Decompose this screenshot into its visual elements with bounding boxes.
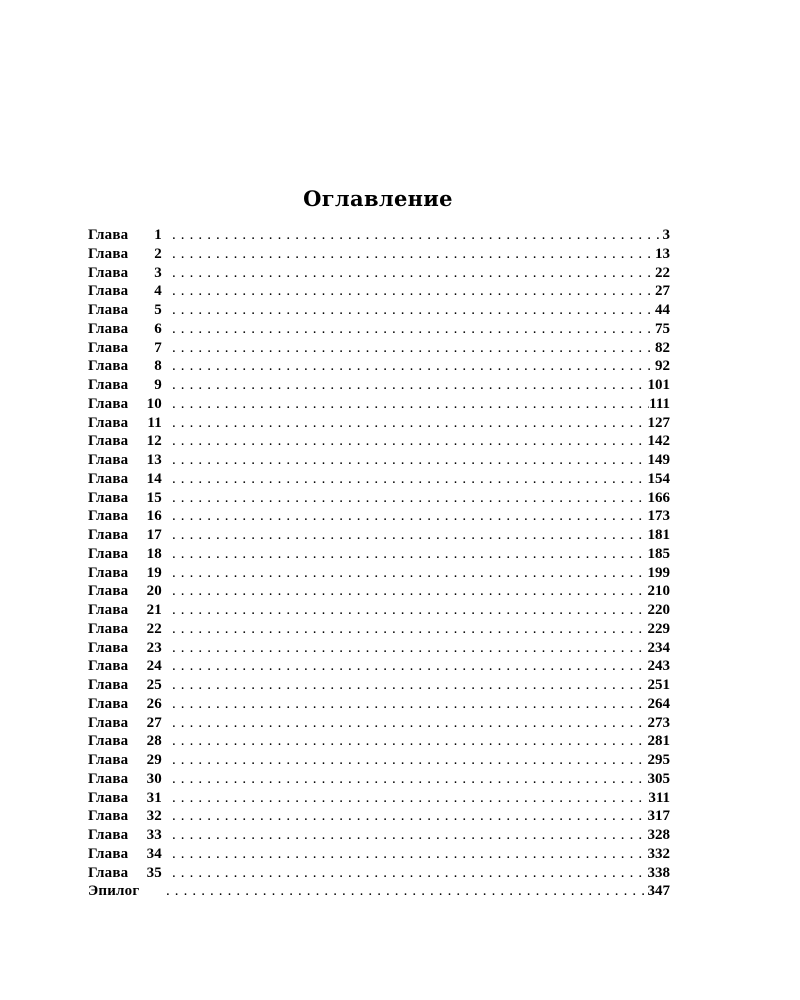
- dot-leader: [166, 357, 655, 376]
- toc-title: Оглавление: [303, 186, 453, 211]
- chapter-word: Глава: [88, 545, 129, 562]
- toc-entry-label: [88, 582, 166, 601]
- toc-entry-page: 166: [647, 489, 670, 506]
- toc-entry-page: 127: [647, 414, 670, 431]
- toc-entry-page: 22: [655, 264, 670, 281]
- dot-leader: [166, 376, 648, 395]
- toc-entry-chapter-19[interactable]: [88, 564, 670, 583]
- toc-entry-page: 142: [647, 433, 670, 450]
- toc-entry-chapter-13[interactable]: [88, 451, 670, 470]
- chapter-number: 28: [146, 733, 162, 750]
- toc-entry-label: [88, 807, 166, 826]
- toc-entry-chapter-8[interactable]: [88, 357, 670, 376]
- chapter-number: 35: [146, 864, 162, 881]
- chapter-word: Глава: [88, 264, 129, 281]
- dot-leader: [166, 657, 648, 676]
- toc-entry-chapter-2[interactable]: [88, 245, 670, 264]
- toc-entry-chapter-34[interactable]: [88, 845, 670, 864]
- toc-entry-page: 75: [655, 320, 670, 337]
- toc-entry-chapter-15[interactable]: [88, 489, 670, 508]
- dot-leader: [166, 470, 648, 489]
- toc-entry-chapter-30[interactable]: [88, 770, 670, 789]
- dot-leader: [166, 807, 648, 826]
- chapter-number: 7: [154, 339, 162, 356]
- toc-entry-chapter-31[interactable]: [88, 789, 670, 808]
- chapter-number: 30: [146, 770, 162, 787]
- chapter-number: 23: [146, 639, 162, 656]
- toc-entry-page: 243: [647, 658, 670, 675]
- chapter-number: 27: [146, 714, 162, 731]
- toc-entry-chapter-28[interactable]: [88, 732, 670, 751]
- chapter-number: 25: [146, 677, 162, 693]
- dot-leader: [166, 601, 648, 620]
- toc-entry-chapter-3[interactable]: [88, 264, 670, 283]
- chapter-number: 6: [154, 320, 162, 337]
- toc-entry-label: [88, 545, 166, 564]
- chapter-number: 1: [154, 227, 162, 243]
- toc-entry-page: 295: [647, 752, 670, 768]
- dot-leader: [166, 845, 648, 864]
- toc-entry-page: 305: [647, 770, 670, 787]
- toc-entry-page: 210: [647, 583, 670, 600]
- toc-entry-page: 229: [647, 620, 670, 637]
- toc-entry-page: 220: [647, 602, 670, 618]
- toc-entry-chapter-10[interactable]: [88, 395, 670, 414]
- toc-entry-page: 154: [647, 470, 670, 487]
- chapter-number: 17: [146, 527, 162, 543]
- dot-leader: [166, 564, 648, 583]
- toc-entry-page: 264: [647, 695, 670, 712]
- chapter-number: 9: [154, 377, 162, 393]
- toc-entry-label: [88, 620, 166, 639]
- chapter-number: 22: [146, 620, 162, 637]
- toc-list: [88, 226, 670, 901]
- chapter-word: Глава: [88, 489, 129, 506]
- toc-entry-page: 317: [647, 808, 670, 825]
- chapter-number: 10: [146, 395, 162, 412]
- toc-entry-label: [88, 432, 166, 451]
- chapter-word: Глава: [88, 714, 129, 731]
- toc-entry-label: [88, 264, 166, 283]
- toc-entry-label: [88, 470, 166, 489]
- dot-leader: [166, 339, 655, 358]
- dot-leader: [166, 489, 648, 508]
- toc-entry-page: 181: [647, 527, 670, 543]
- toc-entry-page: 273: [647, 714, 670, 731]
- toc-entry-label: [88, 320, 166, 339]
- chapter-word: Глава: [88, 695, 129, 712]
- toc-entry-chapter-1[interactable]: [88, 226, 670, 245]
- chapter-word: Глава: [88, 639, 129, 656]
- toc-entry-chapter-18[interactable]: [88, 545, 670, 564]
- dot-leader: [166, 526, 648, 545]
- toc-entry-chapter-25[interactable]: [88, 676, 670, 695]
- toc-entry-page: 92: [655, 358, 670, 375]
- chapter-number: 18: [146, 545, 162, 562]
- toc-entry-label: [88, 395, 166, 414]
- toc-entry-label: [88, 770, 166, 789]
- dot-leader: [166, 826, 648, 845]
- toc-entry-page: 338: [647, 864, 670, 881]
- dot-leader: [166, 751, 648, 770]
- toc-entry-label: [88, 826, 166, 845]
- chapter-word: Глава: [88, 827, 129, 843]
- chapter-word: Глава: [88, 245, 129, 262]
- toc-entry-label: [88, 601, 166, 620]
- toc-entry-chapter-5[interactable]: [88, 301, 670, 320]
- dot-leader: [166, 695, 648, 714]
- dot-leader: [166, 545, 648, 564]
- dot-leader: [166, 639, 648, 658]
- chapter-number: 15: [146, 489, 162, 506]
- dot-leader: [166, 732, 648, 751]
- toc-entry-page: 3: [662, 227, 670, 243]
- dot-leader: [166, 245, 655, 264]
- chapter-word: Глава: [88, 602, 129, 618]
- toc-entry-label: [88, 357, 166, 376]
- chapter-word: Глава: [88, 320, 129, 337]
- toc-entry-label: [88, 732, 166, 751]
- toc-entry-chapter-23[interactable]: [88, 639, 670, 658]
- chapter-word: Глава: [88, 470, 129, 487]
- toc-entry-label: [88, 282, 166, 301]
- chapter-number: 2: [154, 245, 162, 262]
- chapter-word: Глава: [88, 339, 129, 356]
- toc-entry-label: [88, 657, 166, 676]
- toc-entry-chapter-12[interactable]: [88, 432, 670, 451]
- chapter-number: 34: [146, 845, 162, 862]
- chapter-number: 29: [146, 752, 162, 768]
- dot-leader: [160, 882, 648, 901]
- chapter-number: 32: [146, 808, 162, 825]
- toc-entry-label: [88, 376, 166, 395]
- chapter-word: Глава: [88, 677, 129, 693]
- dot-leader: [166, 414, 648, 433]
- toc-entry-chapter-17[interactable]: [88, 526, 670, 545]
- toc-entry-chapter-24[interactable]: [88, 657, 670, 676]
- chapter-word: Глава: [88, 808, 129, 825]
- dot-leader: [166, 264, 655, 283]
- toc-entry-chapter-11[interactable]: [88, 414, 670, 433]
- chapter-word: Глава: [88, 452, 129, 468]
- toc-entry-page: 185: [647, 545, 670, 562]
- dot-leader: [166, 864, 648, 883]
- dot-leader: [166, 282, 655, 301]
- toc-entry-label: [88, 226, 166, 245]
- chapter-number: 8: [154, 358, 162, 375]
- toc-entry-label: [88, 526, 166, 545]
- chapter-word: Глава: [88, 733, 129, 750]
- toc-entry-label: [88, 639, 166, 658]
- chapter-word: Глава: [88, 789, 129, 806]
- chapter-number: 3: [154, 264, 162, 281]
- toc-entry-page: 149: [647, 452, 670, 468]
- toc-entry-label: [88, 751, 166, 770]
- toc-entry-page: 101: [647, 377, 670, 393]
- toc-entry-chapter-16[interactable]: [88, 507, 670, 526]
- toc-entry-label: [88, 676, 166, 695]
- chapter-word: Глава: [88, 527, 129, 543]
- toc-entry-label: [88, 789, 166, 808]
- chapter-word: Глава: [88, 845, 129, 862]
- chapter-number: 19: [146, 564, 162, 581]
- toc-entry-label: Эпилог: [88, 883, 140, 900]
- chapter-word: Глава: [88, 414, 129, 431]
- chapter-number: 14: [146, 470, 162, 487]
- dot-leader: [166, 770, 648, 789]
- dot-leader: [166, 451, 648, 470]
- toc-entry-label: [88, 564, 166, 583]
- toc-entry-chapter-20[interactable]: [88, 582, 670, 601]
- toc-entry-chapter-22[interactable]: [88, 620, 670, 639]
- toc-entry-chapter-7[interactable]: [88, 339, 670, 358]
- toc-entry-label: [88, 414, 166, 433]
- chapter-number: 24: [146, 658, 162, 675]
- toc-entry-page: 234: [647, 639, 670, 656]
- chapter-word: Глава: [88, 433, 129, 450]
- chapter-number: 11: [147, 414, 162, 431]
- toc-entry-chapter-33[interactable]: [88, 826, 670, 845]
- toc-entry-epilogue[interactable]: [88, 882, 670, 901]
- toc-entry-label: [88, 339, 166, 358]
- toc-entry-page: 199: [647, 564, 670, 581]
- dot-leader: [166, 301, 655, 320]
- chapter-number: 31: [146, 789, 162, 806]
- toc-entry-label: [88, 695, 166, 714]
- chapter-number: 21: [146, 602, 162, 618]
- toc-entry-page: 13: [655, 245, 670, 262]
- dot-leader: [166, 507, 648, 526]
- dot-leader: [166, 320, 655, 339]
- toc-entry-page: 44: [655, 302, 670, 318]
- chapter-number: 4: [154, 283, 162, 300]
- dot-leader: [166, 676, 648, 695]
- chapter-word: Глава: [88, 620, 129, 637]
- dot-leader: [166, 226, 663, 245]
- toc-entry-label: [88, 507, 166, 526]
- toc-entry-chapter-4[interactable]: [88, 282, 670, 301]
- chapter-number: 5: [154, 302, 162, 318]
- dot-leader: [166, 789, 648, 808]
- dot-leader: [166, 395, 649, 414]
- dot-leader: [166, 620, 648, 639]
- toc-entry-chapter-14[interactable]: [88, 470, 670, 489]
- dot-leader: [166, 582, 648, 601]
- toc-entry-page: 111: [649, 395, 670, 412]
- toc-entry-page: 27: [655, 283, 670, 300]
- toc-entry-page: 251: [647, 677, 670, 693]
- chapter-number: 20: [146, 583, 162, 600]
- toc-entry-page: 347: [647, 883, 670, 900]
- chapter-word: Глава: [88, 508, 129, 525]
- chapter-number: 13: [146, 452, 162, 468]
- chapter-number: 12: [146, 433, 162, 450]
- chapter-word: Глава: [88, 377, 129, 393]
- toc-entry-page: 281: [647, 733, 670, 750]
- toc-entry-label: [88, 714, 166, 733]
- toc-entry-chapter-26[interactable]: [88, 695, 670, 714]
- dot-leader: [166, 714, 648, 733]
- toc-entry-chapter-29[interactable]: [88, 751, 670, 770]
- chapter-number: 26: [146, 695, 162, 712]
- toc-entry-label: [88, 845, 166, 864]
- toc-entry-chapter-27[interactable]: [88, 714, 670, 733]
- toc-entry-page: 82: [655, 339, 670, 356]
- chapter-word: Глава: [88, 658, 129, 675]
- toc-entry-chapter-35[interactable]: [88, 864, 670, 883]
- toc-entry-page: 328: [647, 827, 670, 843]
- toc-entry-chapter-6[interactable]: [88, 320, 670, 339]
- chapter-word: Глава: [88, 583, 129, 600]
- toc-entry-label: [88, 864, 166, 883]
- chapter-number: 33: [146, 827, 162, 843]
- chapter-word: Глава: [88, 227, 129, 243]
- toc-entry-chapter-32[interactable]: [88, 807, 670, 826]
- toc-entry-label: [88, 489, 166, 508]
- toc-entry-page: 173: [647, 508, 670, 525]
- dot-leader: [166, 432, 648, 451]
- chapter-word: Глава: [88, 564, 129, 581]
- toc-entry-label: [88, 245, 166, 264]
- toc-entry-page: 332: [647, 845, 670, 862]
- toc-entry-label: [88, 451, 166, 470]
- chapter-word: Глава: [88, 752, 129, 768]
- chapter-word: Глава: [88, 302, 129, 318]
- chapter-word: Глава: [88, 283, 129, 300]
- chapter-number: 16: [146, 508, 162, 525]
- toc-entry-label: [88, 301, 166, 320]
- chapter-word: Глава: [88, 864, 129, 881]
- toc-entry-page: 311: [648, 789, 670, 806]
- chapter-word: Глава: [88, 358, 129, 375]
- toc-entry-chapter-9[interactable]: [88, 376, 670, 395]
- toc-entry-chapter-21[interactable]: [88, 601, 670, 620]
- chapter-word: Глава: [88, 770, 129, 787]
- chapter-word: Глава: [88, 395, 129, 412]
